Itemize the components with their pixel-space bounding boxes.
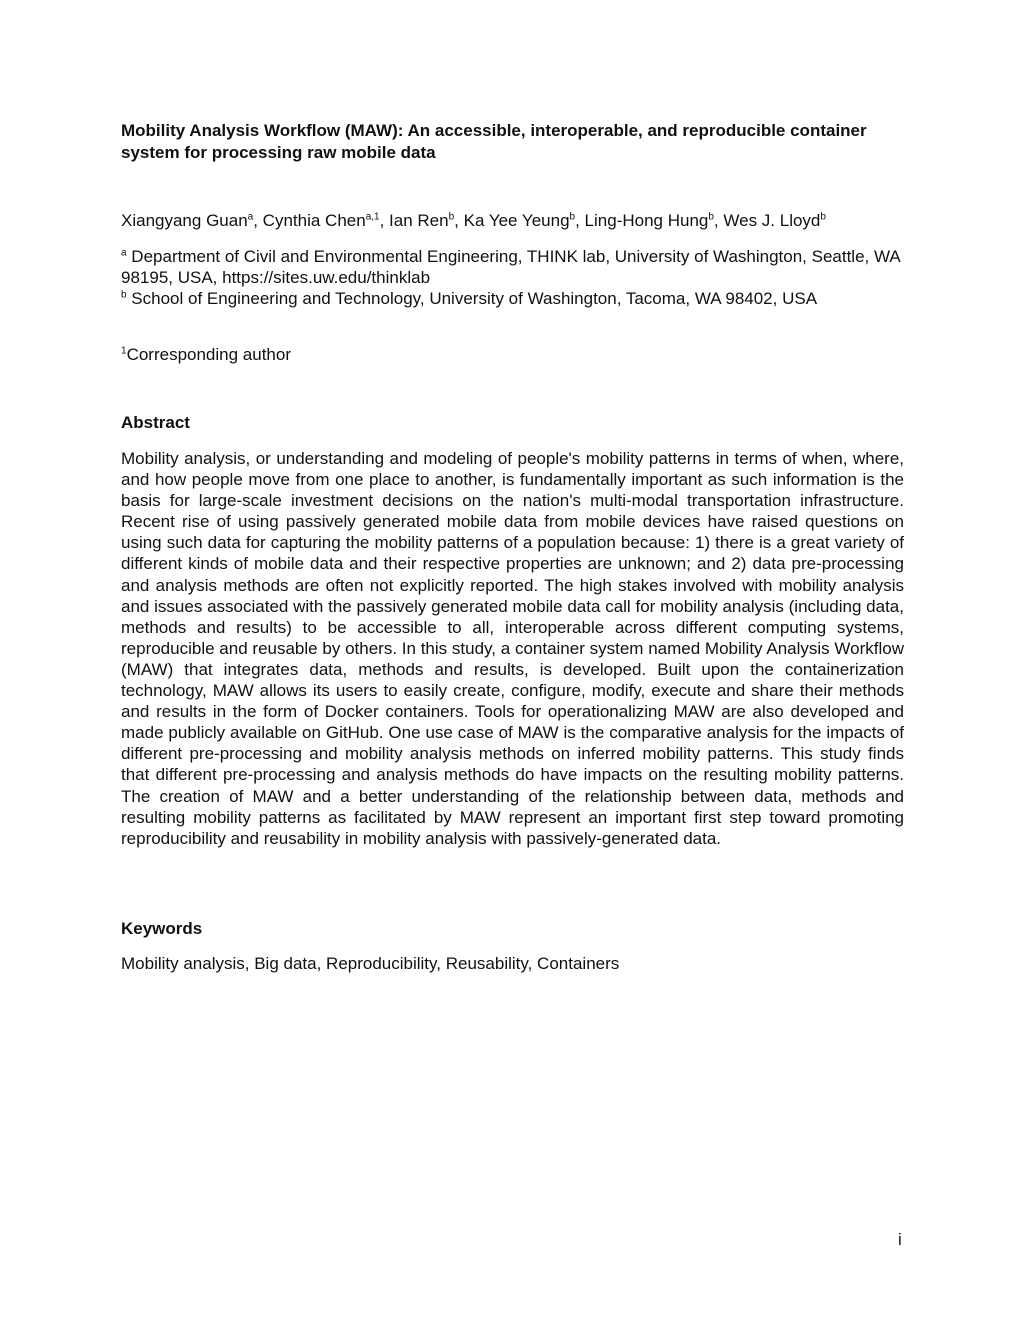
author-list: Xiangyang Guan$^a$, Cynthia Chen$^{a,1}$, Ian Ren$^b$, Ka Yee Yeung$^b$, Ling-Hong Hung$^b$, Wes J. Lloyd$^b$ [121, 211, 826, 230]
corresponding-text: Corresponding author [126, 345, 292, 364]
author-name: Ling-Hong Hung [584, 211, 709, 230]
author-affiliation-mark: a [247, 211, 254, 223]
abstract-body: Mobility analysis, or understanding and modeling of people's mobility patterns in terms of when, where, and how people move from one place to another, is fundamentally important as such information is the basis for large-scale investment decisions on the nation's multi-modal transportation infrastructure. Recent rise of using passively generated mobile data from mobile devices have raised questions on using such data for capturing the mobility patterns of a population because: 1) there is a great variety of different kinds of mobile data and their respective properties are unknown; and 2) data pre-processing and analysis methods are often not explicitly reported. The high stakes involved with mobility analysis and issues associated with the passively generated mobile data call for mobility analysis (including data, methods and results) to be accessible to all, interoperable across different computing systems, reproducible and reusable by others. In this study, a container system named Mobility Analysis Workflow (MAW) that integrates data, methods and results, is developed. Built upon the containerization technology, MAW allows its users to easily create, configure, modify, execute and share their methods and results in the form of Docker containers. Tools for operationalizing MAW are also developed and made publicly available on GitHub. One use case of MAW is the comparative analysis for the impacts of different pre-processing and mobility analysis methods on inferred mobility patterns. This study finds that different pre-processing and analysis methods do have impacts on the resulting mobility patterns. The creation of MAW and a better understanding of the relationship between data, methods and resulting mobility patterns as facilitated by MAW represent an important first step toward promoting reproducibility and reusability in mobility analysis with passively-generated data. [121, 449, 904, 848]
affiliation-text: School of Engineering and Technology, University of Washington, Tacoma, WA 98402, USA [131, 289, 818, 308]
author-name: Xiangyang Guan [121, 211, 248, 230]
author-affiliation-mark: b [448, 211, 455, 223]
corresponding-author-note [121, 344, 291, 366]
author-name: Wes J. Lloyd [723, 211, 821, 230]
abstract-heading: Abstract [121, 413, 190, 432]
affiliation-mark: b [121, 289, 127, 301]
author-affiliation-mark: b [708, 211, 714, 223]
affiliation-list [121, 246, 911, 309]
author-affiliation-mark: b [569, 211, 576, 223]
keywords-body: Mobility analysis, Big data, Reproducibility, Reusability, Containers [121, 954, 620, 973]
author-affiliation-mark: b [820, 211, 826, 223]
affiliation-item [121, 288, 911, 309]
author-name: Ka Yee Yeung [463, 211, 570, 230]
page-number: i [898, 1230, 902, 1249]
affiliation-mark: a [121, 247, 127, 259]
author-name: Ian Ren [389, 211, 449, 230]
author-affiliation-mark: a,1 [365, 211, 380, 223]
author-name: Cynthia Chen [262, 211, 366, 230]
keywords-heading: Keywords [121, 919, 203, 938]
corresponding-mark: 1 [121, 345, 127, 357]
affiliation-text: Department of Civil and Environmental Engineering, THINK lab, University of Washington, Seattle, WA 98195, USA, https://sites.uw.edu/thinklab [121, 247, 900, 287]
paper-title: Mobility Analysis Workflow (MAW): An accessible, interoperable, and reproducible container system for processing raw mobile data [121, 121, 867, 162]
affiliation-item [121, 246, 911, 288]
